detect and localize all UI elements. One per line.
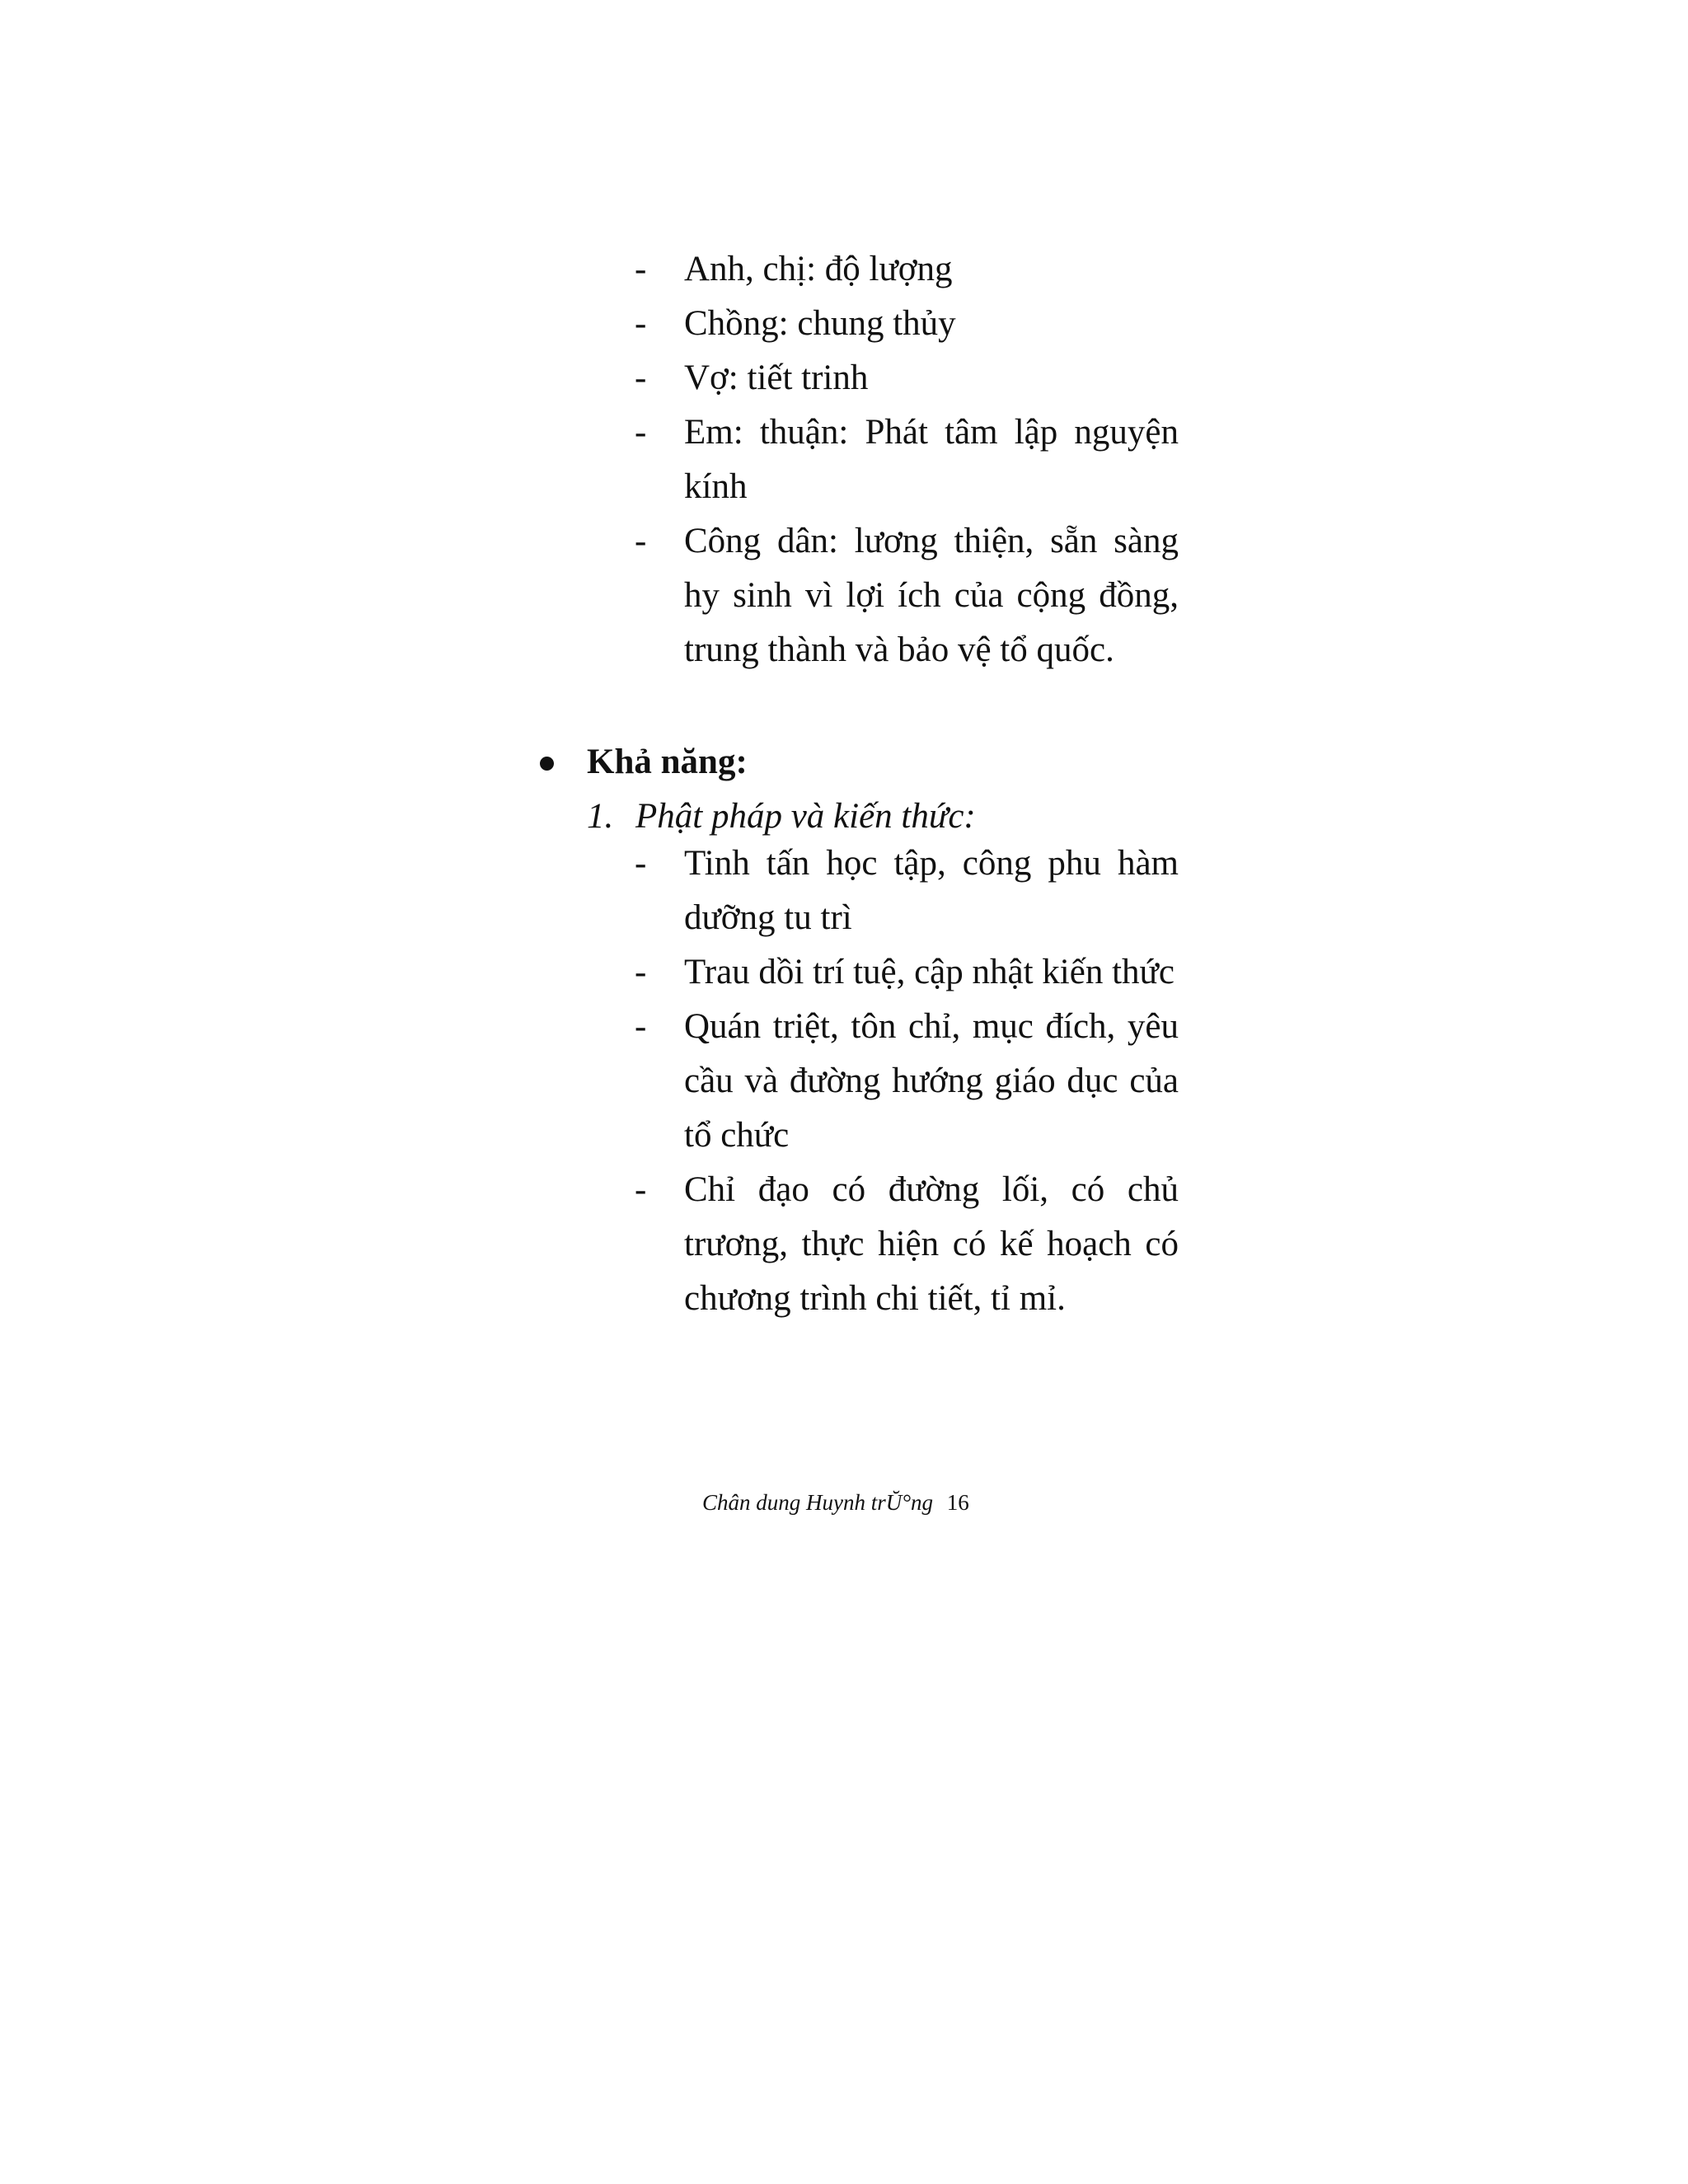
list-item [635,837,1179,945]
list-item-text: Quán triệt, tôn chỉ, mục đích, yêu cầu và đường hướng giáo dục của tổ chức [684,1007,1179,1155]
list-item [635,242,1179,297]
list-item-text: Công dân: lương thiện, sẵn sàng hy sinh vì lợi ích của cộng đồng, trung thành và bảo vệ tổ quốc. [684,522,1179,669]
dash-marker: - [635,1170,647,1209]
dash-marker: - [635,844,647,883]
list-item [635,297,1179,351]
list-item-text: Vợ: tiết trinh [684,359,869,397]
dash-marker: - [635,250,647,288]
list-item-text: Tinh tấn học tập, công phu hàm dưỡng tu trì [684,844,1179,937]
page-number: 16 [946,1490,969,1515]
list-item [635,1163,1179,1326]
list-item [635,514,1179,677]
dash-marker: - [635,953,647,991]
list-item-text: Em: thuận: Phát tâm lập nguyện kính [684,413,1179,506]
dash-marker: - [635,522,647,560]
list-item-text: Chỉ đạo có đường lối, có chủ trương, thực hiện có kế hoạch có chương trình chi tiết, tỉ mỉ. [684,1170,1179,1318]
list-item [635,351,1179,405]
section-heading-text: Khả năng: [587,743,748,781]
footer-title: Chân dung Huynh trŬ°ng [702,1490,934,1515]
list-item-text: Trau dồi trí tuệ, cập nhật kiến thức [684,953,1175,991]
sub-heading-text: Phật pháp và kiến thức: [635,797,976,836]
dash-marker: - [635,359,647,397]
dash-marker: - [635,413,647,452]
list-item-text: Anh, chị: độ lượng [684,250,953,288]
section-heading [540,735,748,790]
dash-marker: - [635,1007,647,1046]
page-footer [702,1488,969,1517]
list-item-text: Chồng: chung thủy [684,304,956,343]
bullet-dot-icon [540,757,554,771]
ability-list [635,837,1179,1326]
list-item [635,405,1179,514]
sub-heading-number: 1. [587,797,614,836]
list-item [635,1000,1179,1163]
virtue-list [635,242,1179,677]
list-item [635,945,1179,1000]
dash-marker: - [635,304,647,343]
